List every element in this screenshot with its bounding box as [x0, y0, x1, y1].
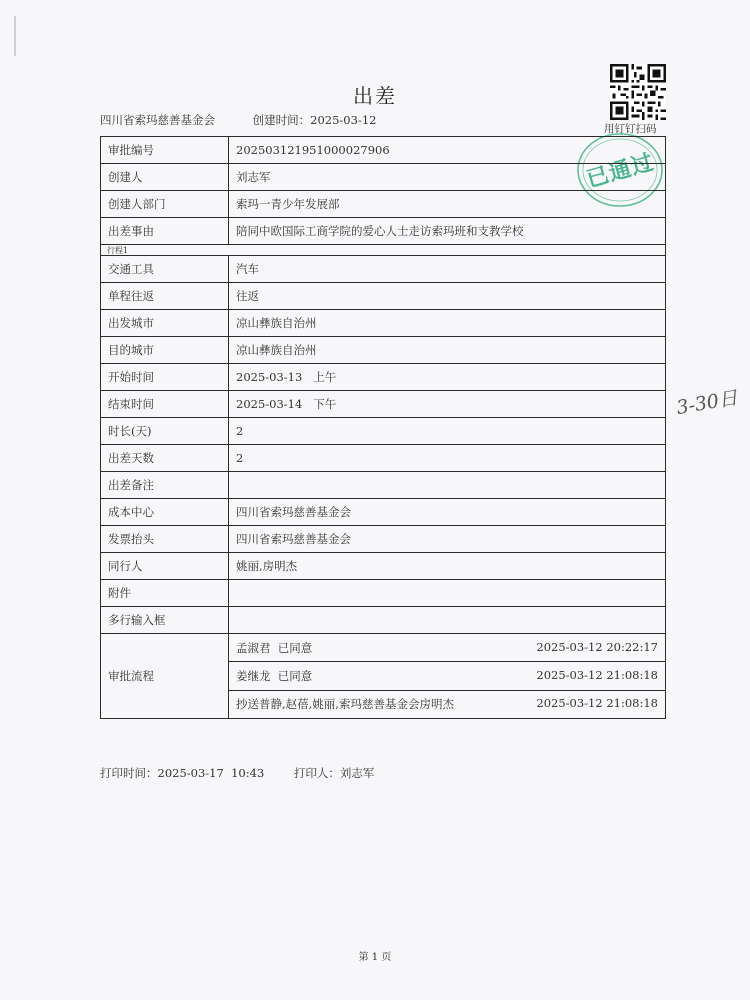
table-row: [101, 191, 666, 218]
table-row: [101, 607, 666, 634]
approval-step: [229, 634, 666, 662]
table-row: [101, 283, 666, 310]
multiline-input-value: [229, 607, 666, 634]
trip-days-value: 2: [229, 445, 666, 472]
attachments-value: [229, 580, 666, 607]
printer-label: 打印人：: [293, 766, 340, 780]
page-title: 出差: [353, 84, 397, 108]
table-row: [101, 499, 666, 526]
table-row: [101, 256, 666, 283]
table-row: [101, 553, 666, 580]
print-time-value: 2025-03-17 10:43: [157, 766, 265, 780]
table-row: [101, 472, 666, 499]
qr-caption: 用钉钉扫码: [604, 123, 657, 135]
field-label: 单程往返: [101, 283, 229, 310]
end-time-value: 2025-03-14 下午: [229, 391, 666, 418]
page-number: 第 1 页: [358, 952, 392, 963]
approval-number-value: 202503121951000027906: [229, 137, 666, 164]
creator-value: 刘志军: [229, 164, 666, 191]
field-label: 发票抬头: [101, 526, 229, 553]
field-label: 成本中心: [101, 499, 229, 526]
approval-flow-label: 审批流程: [101, 634, 229, 719]
table-row: [101, 445, 666, 472]
print-time-label: 打印时间：: [100, 766, 158, 780]
creator-department-value: 索玛一青少年发展部: [229, 191, 666, 218]
destination-city-value: 凉山彝族自治州: [229, 337, 666, 364]
field-label: 开始时间: [101, 364, 229, 391]
field-label: 多行输入框: [101, 607, 229, 634]
organization-name: 四川省索玛慈善基金会: [100, 113, 215, 127]
approval-step-time: 2025-03-12 20:22:17: [536, 639, 658, 654]
trip-approval-table: [100, 136, 666, 719]
table-row: [101, 310, 666, 337]
table-section-row: [101, 245, 666, 256]
table-row: [101, 580, 666, 607]
field-label: 时长(天): [101, 418, 229, 445]
cc-step-text: 抄送普静,赵蓓,姚丽,索玛慈善基金会房明杰: [236, 697, 454, 712]
field-label: 结束时间: [101, 391, 229, 418]
itinerary-section-label: 行程1: [101, 245, 666, 256]
scan-edge-mark: [14, 16, 16, 56]
table-row: [101, 164, 666, 191]
field-label: 审批编号: [101, 137, 229, 164]
trip-type-value: 往返: [229, 283, 666, 310]
field-label: 同行人: [101, 553, 229, 580]
invoice-title-value: 四川省索玛慈善基金会: [229, 526, 666, 553]
approval-step-time: 2025-03-12 21:08:18: [536, 667, 658, 682]
table-row: [101, 364, 666, 391]
created-time-label: 创建时间：: [252, 113, 311, 127]
table-row: [101, 337, 666, 364]
handwritten-note: 3-30日: [674, 386, 740, 420]
approval-step-text: 姜继龙 已同意: [236, 668, 313, 683]
field-label: 创建人: [101, 164, 229, 191]
table-row: [101, 418, 666, 445]
table-row: [101, 137, 666, 164]
start-time-value: 2025-03-13 上午: [229, 364, 666, 391]
field-label: 出发城市: [101, 310, 229, 337]
qr-code-icon[interactable]: [610, 64, 666, 120]
table-row: [101, 391, 666, 418]
approval-step: [229, 690, 666, 718]
remarks-value: [229, 472, 666, 499]
field-label: 交通工具: [101, 256, 229, 283]
field-label: 创建人部门: [101, 191, 229, 218]
departure-city-value: 凉山彝族自治州: [229, 310, 666, 337]
field-label: 目的城市: [101, 337, 229, 364]
transport-value: 汽车: [229, 256, 666, 283]
table-row: [101, 218, 666, 245]
print-footer: [100, 765, 374, 781]
document-header: [100, 112, 376, 128]
field-label: 出差事由: [101, 218, 229, 245]
field-label: 出差备注: [101, 472, 229, 499]
created-time-value: 2025-03-12: [310, 113, 377, 127]
duration-value: 2: [229, 418, 666, 445]
field-label: 附件: [101, 580, 229, 607]
approval-step-time: 2025-03-12 21:08:18: [536, 696, 658, 711]
trip-reason-value: 陪同中欧国际工商学院的爱心人士走访索玛班和支教学校: [229, 218, 666, 245]
approval-step: [229, 662, 666, 690]
stamp-text: 已通过: [583, 149, 658, 193]
approval-step-text: 孟淑君 已同意: [236, 640, 313, 655]
approval-flow-row: [101, 634, 666, 662]
cost-center-value: 四川省索玛慈善基金会: [229, 499, 666, 526]
field-label: 出差天数: [101, 445, 229, 472]
companions-value: 姚丽,房明杰: [229, 553, 666, 580]
table-row: [101, 526, 666, 553]
printer-value: 刘志军: [339, 766, 375, 780]
